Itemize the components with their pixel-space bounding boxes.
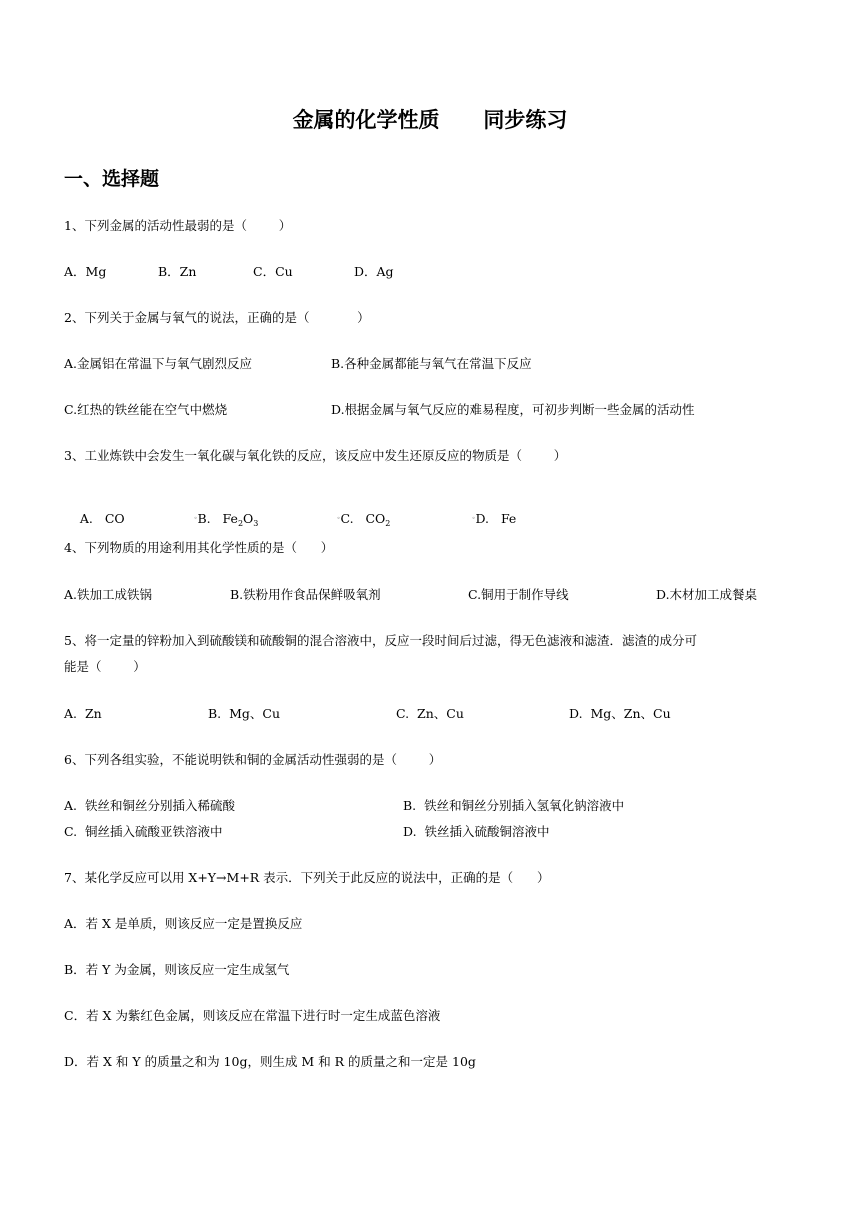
question-7-stem: 7、某化学反应可以用 X+Y→M+R 表示．下列关于此反应的说法中，正确的是（ ） — [64, 870, 550, 885]
formula-fe2o3: $Fe_2O_3$ — [222, 511, 259, 528]
question-4-option-a: A.铁加工成铁锅 — [64, 587, 153, 602]
question-2-stem: 2、下列关于金属与氧气的说法，正确的是（ ） — [64, 310, 370, 325]
question-5-stem-line-1: 5、将一定量的锌粉加入到硫酸镁和硫酸铜的混合溶液中，反应一段时间后过滤，得无色滤液和滤渣．滤渣的成分可 — [64, 633, 697, 648]
formula-co: CO — [104, 511, 125, 526]
option-a-label: A. — [79, 511, 93, 526]
question-1-option-c: C．Cu — [253, 264, 293, 279]
formula-co2: $CO_2$ — [365, 511, 391, 528]
question-3-option-c — [321, 495, 390, 543]
question-7-option-a: A．若 X 是单质，则该反应一定是置换反应 — [64, 916, 303, 931]
option-b-label: B. — [197, 511, 211, 526]
question-4-stem: 4、下列物质的用途利用其化学性质的是（ ） — [64, 540, 334, 555]
question-6-option-c: C. 铜丝插入硫酸亚铁溶液中 — [64, 824, 223, 839]
option-c-mark: ◦ — [336, 515, 341, 522]
question-1-option-a: A．Mg — [64, 264, 107, 279]
question-3-option-b — [178, 495, 258, 543]
question-7-option-c: C．若 X 为紫红色金属，则该反应在常温下进行时一定生成蓝色溶液 — [64, 1008, 441, 1023]
question-5-option-d: D. Mg、Zn、Cu — [569, 706, 671, 721]
question-7-option-b: B．若 Y 为金属，则该反应一定生成氢气 — [64, 962, 290, 977]
question-3-option-d — [456, 495, 516, 543]
option-b-mark: ◦ — [193, 515, 198, 522]
question-4-option-c: C.铜用于制作导线 — [468, 587, 569, 602]
question-1-option-d: D．Ag — [354, 264, 394, 279]
question-2-option-a: A.金属铝在常温下与氧气剧烈反应 — [64, 356, 253, 371]
question-2-option-c: C.红热的铁丝能在空气中燃烧 — [64, 402, 228, 417]
question-3-option-a — [64, 495, 125, 543]
question-5-stem-line-2: 能是（ ） — [64, 659, 146, 674]
section-heading: 一、选择题 — [64, 168, 160, 190]
page-title: 金属的化学性质 同步练习 — [292, 108, 568, 132]
option-c-label: C. — [340, 511, 354, 526]
question-4-option-b: B.铁粉用作食品保鲜吸氧剂 — [230, 587, 381, 602]
question-4-option-d: D.木材加工成餐桌 — [656, 587, 758, 602]
question-6-option-d: D. 铁丝插入硫酸铜溶液中 — [403, 824, 550, 839]
option-d-label: D. — [475, 511, 490, 526]
question-6-stem: 6、下列各组实验，不能说明铁和铜的金属活动性强弱的是（ ） — [64, 752, 442, 767]
question-2-option-d: D.根据金属与氧气反应的难易程度，可初步判断一些金属的活动性 — [331, 402, 695, 417]
question-1-stem: 1、下列金属的活动性最弱的是（ ） — [64, 218, 292, 233]
question-5-option-a: A. Zn — [64, 706, 102, 721]
question-1-option-b: B．Zn — [158, 264, 197, 279]
option-d-mark: ◦ — [471, 515, 476, 522]
question-7-option-d: D．若 X 和 Y 的质量之和为 10g，则生成 M 和 R 的质量之和一定是 10g — [64, 1054, 476, 1069]
question-5-option-b: B. Mg、Cu — [208, 706, 281, 721]
question-6-option-a: A. 铁丝和铜丝分别插入稀硫酸 — [64, 798, 235, 813]
question-2-option-b: B.各种金属都能与氧气在常温下反应 — [331, 356, 532, 371]
formula-fe: Fe — [500, 511, 517, 526]
question-5-option-c: C. Zn、Cu — [396, 706, 464, 721]
question-3-stem: 3、工业炼铁中会发生一氧化碳与氧化铁的反应，该反应中发生还原反应的物质是（ ） — [64, 448, 567, 463]
question-6-option-b: B. 铁丝和铜丝分别插入氢氧化钠溶液中 — [403, 798, 625, 813]
